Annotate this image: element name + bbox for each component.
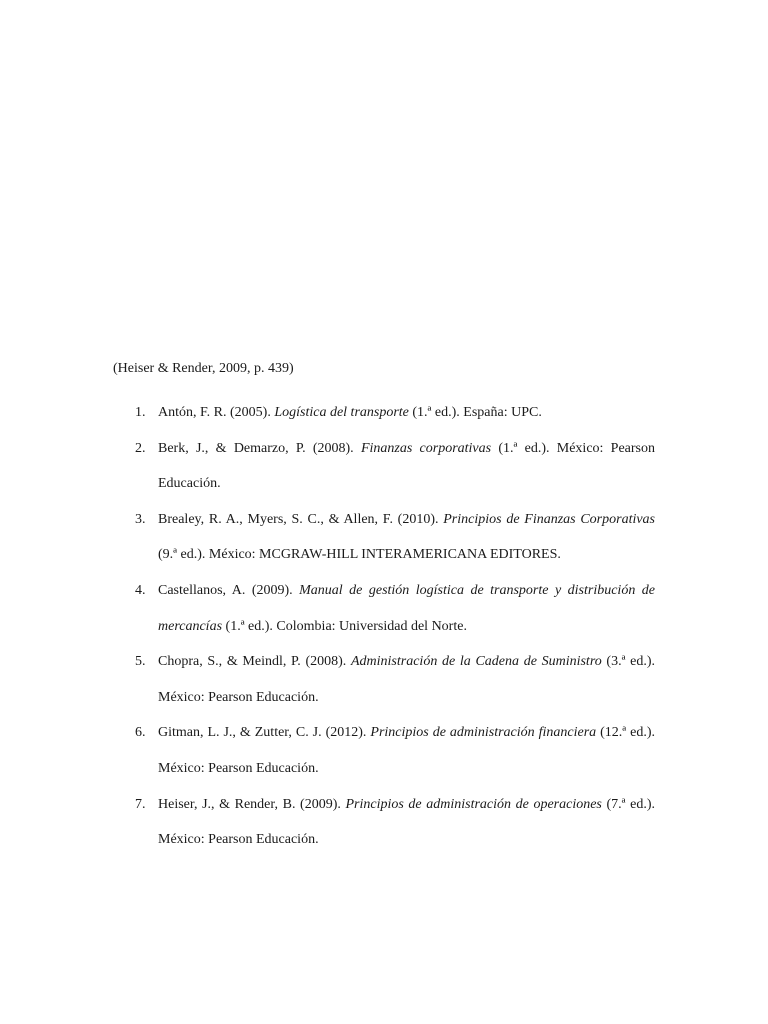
reference-author: Heiser, J., & Render, B. (2009). bbox=[158, 796, 346, 812]
reference-text bbox=[158, 441, 655, 492]
reference-title: Logística del transporte bbox=[274, 405, 409, 420]
reference-list bbox=[113, 395, 655, 858]
reference-text bbox=[158, 583, 655, 634]
reference-text bbox=[158, 654, 655, 705]
reference-item bbox=[113, 573, 655, 644]
reference-number: 4. bbox=[135, 582, 146, 598]
reference-author: Chopra, S., & Meindl, P. (2008). bbox=[158, 654, 351, 670]
reference-title: Administración de la Cadena de Suministro bbox=[350, 654, 602, 670]
reference-text bbox=[158, 797, 655, 848]
reference-details: (3.ª ed.). México: Pearson Educación. bbox=[158, 654, 656, 705]
reference-author: Castellanos, A. (2009). bbox=[158, 582, 300, 598]
reference-item bbox=[113, 787, 655, 858]
reference-number: 7. bbox=[135, 796, 146, 812]
reference-title: Principios de administración de operaciones bbox=[345, 796, 602, 812]
reference-details: (12.ª ed.). México: Pearson Educación. bbox=[158, 725, 656, 776]
reference-item bbox=[113, 715, 655, 786]
reference-title: Manual de gestión logística de transporte y distribución de mercancías bbox=[158, 582, 656, 634]
reference-details: (1.ª ed.). España: UPC. bbox=[408, 405, 542, 420]
reference-details: (1.ª ed.). Colombia: Universidad del Norte. bbox=[222, 618, 467, 634]
reference-title: Principios de Finanzas Corporativas bbox=[443, 511, 656, 527]
reference-title: Principios de administración financiera bbox=[370, 725, 597, 741]
reference-title: Finanzas corporativas bbox=[360, 440, 492, 456]
reference-details: (1.ª ed.). México: Pearson Educación. bbox=[158, 440, 656, 492]
reference-details: (7.ª ed.). México: Pearson Educación. bbox=[158, 796, 655, 848]
reference-details: (9.ª ed.). México: MCGRAW-HILL INTERAMERICANA EDITORES. bbox=[158, 547, 561, 563]
reference-number: 6. bbox=[135, 725, 146, 741]
reference-author: Berk, J., & Demarzo, P. (2008). bbox=[158, 440, 361, 456]
in-text-citation: (Heiser & Render, 2009, p. 439) bbox=[113, 361, 294, 376]
reference-number: 1. bbox=[135, 405, 146, 420]
reference-text bbox=[158, 405, 542, 420]
reference-item bbox=[113, 502, 655, 573]
reference-item bbox=[113, 431, 655, 502]
reference-item bbox=[113, 395, 655, 431]
reference-text bbox=[158, 512, 655, 563]
reference-item bbox=[113, 644, 655, 715]
reference-author: Brealey, R. A., Myers, S. C., & Allen, F. (2010). bbox=[158, 511, 444, 527]
reference-number: 5. bbox=[135, 654, 146, 670]
reference-text bbox=[158, 725, 655, 776]
reference-author: Gitman, L. J., & Zutter, C. J. (2012). bbox=[158, 725, 371, 741]
reference-number: 3. bbox=[135, 511, 146, 527]
reference-number: 2. bbox=[135, 440, 146, 456]
reference-author: Antón, F. R. (2005). bbox=[158, 405, 275, 420]
